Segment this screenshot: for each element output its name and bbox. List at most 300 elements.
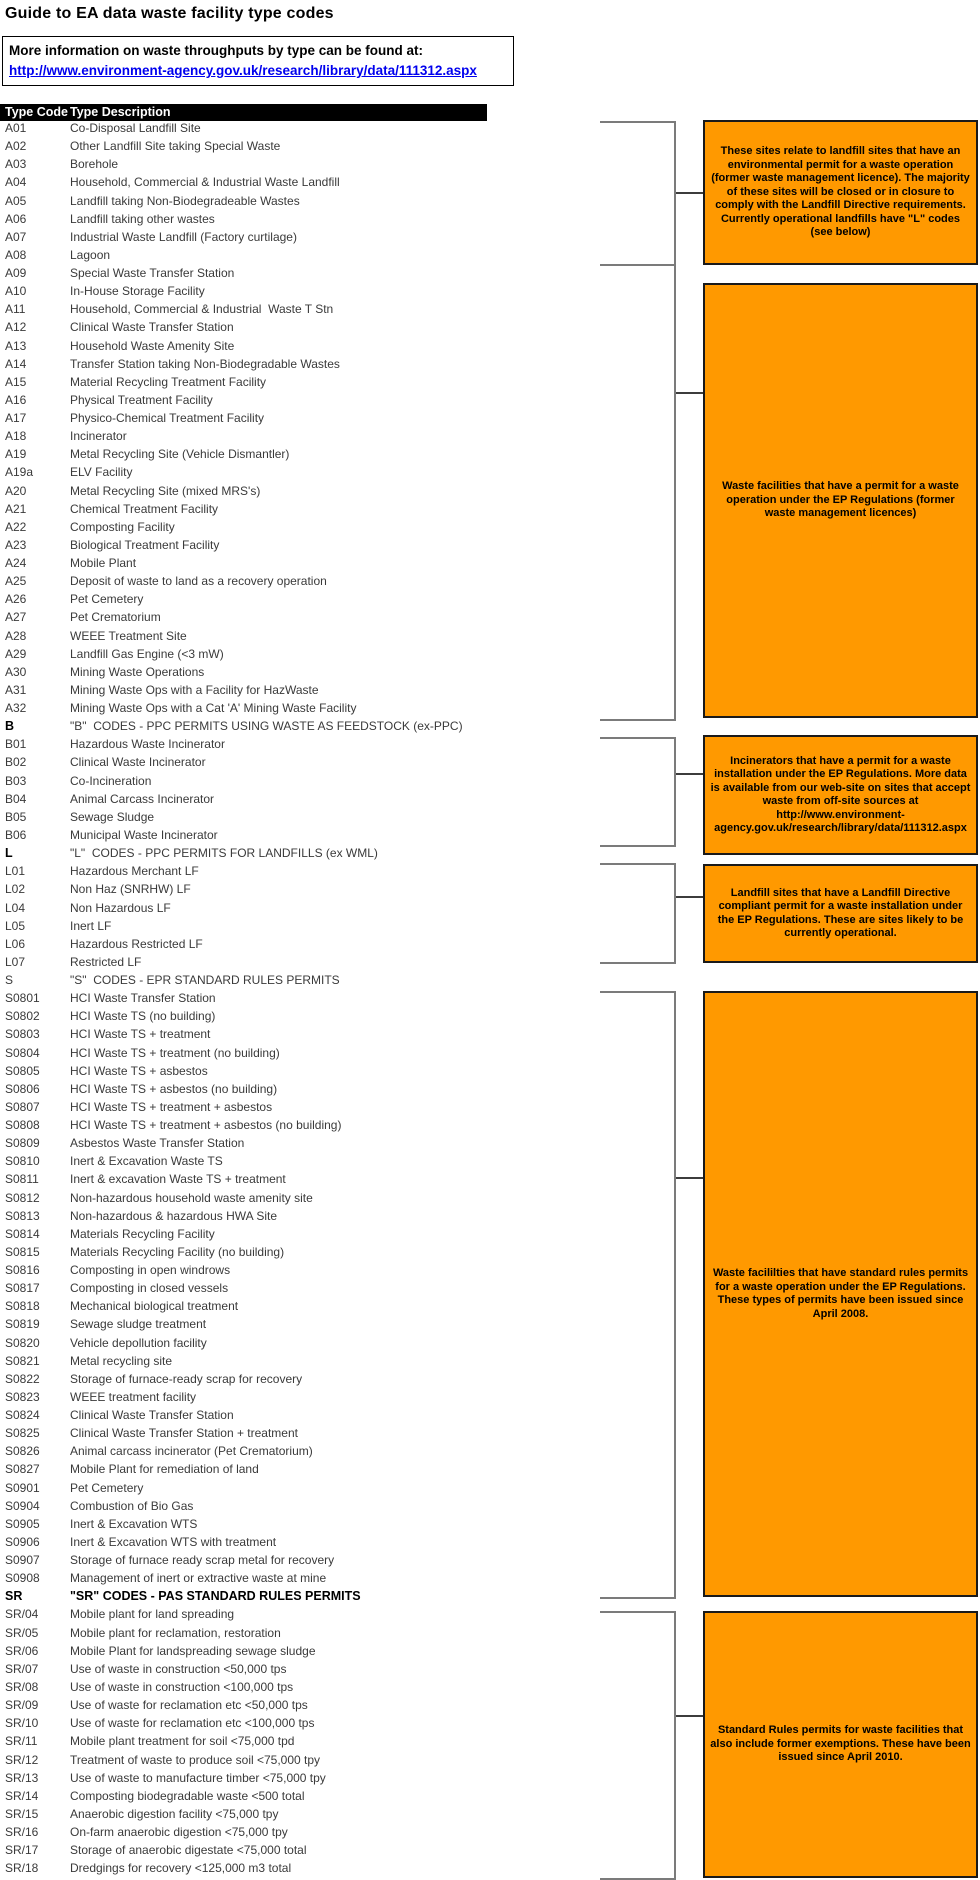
type-code-cell: A18 [5,429,27,444]
bracket-line [674,1611,676,1880]
type-code-cell: A31 [5,682,27,697]
table-row [0,1662,560,1680]
type-description-cell: Hazardous Restricted LF [70,936,203,951]
column-header-type-description: Type Description [70,105,171,119]
type-code-cell: SR/12 [5,1752,39,1767]
type-description-cell: Mining Waste Operations [70,664,205,679]
type-code-cell: S0805 [5,1063,40,1078]
bracket-line [600,1597,676,1599]
type-description-cell: Non Hazardous LF [70,900,171,915]
table-row [0,411,560,429]
table-row [0,157,560,175]
bracket-stub-line [676,1177,703,1179]
bracket-line [600,863,676,865]
table-row [0,1626,560,1644]
type-description-cell: Lagoon [70,247,111,262]
type-description-cell: HCI Waste TS + treatment + asbestos (no building) [70,1118,342,1133]
type-description-cell: Physical Treatment Facility [70,392,213,407]
table-row [0,1825,560,1843]
type-description-cell: Composting biodegradable waste <500 total [70,1788,305,1803]
type-code-cell: S0808 [5,1118,40,1133]
table-row [0,1390,560,1408]
type-code-cell: A21 [5,501,27,516]
table-row [0,1336,560,1354]
table-row [0,230,560,248]
type-description-cell: Storage of furnace-ready scrap for recovery [70,1371,303,1386]
table-row [0,139,560,157]
type-description-cell: Clinical Waste Transfer Station + treatment [70,1426,298,1441]
type-code-cell: SR/09 [5,1698,39,1713]
type-code-cell: S0905 [5,1516,40,1531]
type-description-cell: Clinical Waste Incinerator [70,755,206,770]
table-row [0,520,560,538]
table-row [0,1136,560,1154]
type-description-cell: Co-Incineration [70,773,152,788]
table-row [0,1426,560,1444]
table-row [0,846,560,864]
type-code-cell: S0817 [5,1281,40,1296]
info-hyperlink[interactable]: http://www.environment-agency.gov.uk/research/library/data/111312.aspx [9,63,477,78]
note-landfill-directive [703,864,978,963]
bracket-line [600,264,676,266]
type-code-cell: SR/08 [5,1680,39,1694]
type-description-cell: Combustion of Bio Gas [70,1498,194,1513]
type-description-cell: Metal Recycling Site (Vehicle Dismantler) [70,447,290,462]
type-code-cell: S0907 [5,1553,40,1568]
table-row [0,212,560,230]
type-code-cell: SR/18 [5,1861,39,1876]
type-code-cell: A25 [5,574,27,589]
table-row [0,574,560,592]
type-code-cell: SR/17 [5,1843,39,1858]
table-row [0,248,560,266]
bracket-line [600,737,676,739]
type-code-cell: A06 [5,211,27,226]
type-code-cell: SR/07 [5,1661,39,1676]
type-description-cell: Materials Recycling Facility [70,1226,215,1241]
note-text: Waste facilities that have a permit for a waste operation under the EP Regulations (former waste management licences) [722,480,959,520]
table-row [0,882,560,900]
table-row [0,810,560,828]
table-row [0,937,560,955]
type-code-cell: S0901 [5,1480,40,1495]
type-description-cell: Pet Crematorium [70,610,161,625]
type-description-cell: Transfer Station taking Non-Biodegradable Wastes [70,356,340,371]
type-code-cell: A09 [5,266,27,281]
type-code-cell: SR/13 [5,1770,39,1785]
bracket-line [600,1611,676,1613]
type-code-cell: A14 [5,356,27,371]
type-description-cell: ELV Facility [70,465,133,480]
type-code-cell: S0818 [5,1299,40,1314]
type-code-cell: A13 [5,338,27,353]
type-code-cell: L07 [5,954,26,969]
bracket-line [674,121,676,721]
type-code-cell: S0801 [5,991,40,1006]
type-description-cell: Metal recycling site [70,1353,173,1368]
type-description-cell: Landfill Gas Engine (<3 mW) [70,646,224,661]
type-description-cell: In-House Storage Facility [70,284,205,299]
type-code-cell: S0824 [5,1408,40,1423]
bracket-line [600,719,676,721]
type-code-cell: S0827 [5,1462,40,1477]
type-code-cell: SR/10 [5,1716,39,1731]
table-row [0,973,560,991]
type-code-cell: L [5,846,13,861]
type-description-cell: Inert & Excavation WTS with treatment [70,1534,277,1549]
type-code-cell: S0908 [5,1571,40,1586]
bracket-stub-line [676,773,703,775]
table-row [0,284,560,302]
type-description-cell: Non-hazardous & hazardous HWA Site [70,1208,277,1223]
table-row [0,1408,560,1426]
type-code-cell: S0804 [5,1045,40,1060]
table-row [0,447,560,465]
table-row [0,1263,560,1281]
table-row [0,610,560,628]
type-code-cell: B01 [5,737,27,752]
table-row [0,1535,560,1553]
table-row [0,647,560,665]
table-row [0,701,560,719]
type-code-cell: A03 [5,157,27,172]
table-row [0,556,560,574]
table-row [0,1082,560,1100]
type-code-cell: B05 [5,809,27,824]
type-description-cell: WEEE treatment facility [70,1389,197,1404]
type-code-cell: S0813 [5,1208,40,1223]
type-description-cell: Pet Cemetery [70,1480,144,1495]
type-description-cell: Clinical Waste Transfer Station [70,1408,234,1423]
bracket-stub-line [676,392,703,394]
type-code-cell: S0814 [5,1226,40,1241]
type-code-cell: A29 [5,646,27,661]
type-code-cell: A19 [5,447,27,462]
note-text: These sites relate to landfill sites that have an environmental permit for a waste operation (former waste management licence). The majority of these sites will be closed or in closure to comply with the Landfill Directive requirements. Currently operational landfills have "L" codes (see below) [711,145,970,239]
type-description-cell: Hazardous Waste Incinerator [70,737,225,752]
type-description-cell: Vehicle depollution facility [70,1335,207,1350]
table-row [0,919,560,937]
table-row [0,1680,560,1698]
type-code-cell: A11 [5,302,26,317]
type-description-cell: Inert & Excavation Waste TS [70,1154,223,1169]
type-code-cell: S0809 [5,1136,40,1151]
type-description-cell: Inert & Excavation WTS [70,1516,198,1531]
table-row [0,1100,560,1118]
type-code-cell: S0811 [5,1172,39,1187]
type-description-cell: Industrial Waste Landfill (Factory curtilage) [70,229,297,244]
type-code-cell: S0807 [5,1099,40,1114]
table-row [0,1789,560,1807]
table-row [0,737,560,755]
table-row [0,1607,560,1625]
type-code-cell: A10 [5,284,27,299]
type-description-cell: "SR" CODES - PAS STANDARD RULES PERMITS [70,1589,361,1604]
type-description-cell: HCI Waste TS (no building) [70,1009,216,1024]
type-description-cell: Non-hazardous household waste amenity site [70,1190,313,1205]
type-description-cell: HCI Waste Transfer Station [70,991,216,1006]
table-row [0,1245,560,1263]
type-code-cell: S0802 [5,1009,40,1024]
page-title: Guide to EA data waste facility type codes [5,5,334,22]
type-code-cell: S0806 [5,1081,40,1096]
table-row [0,121,560,139]
type-code-cell: SR [5,1589,23,1604]
table-row [0,1281,560,1299]
type-code-cell: B04 [5,791,27,806]
type-description-cell: Use of waste in construction <50,000 tps [70,1661,287,1676]
column-header-type-code: Type Code [5,105,68,119]
type-description-cell: Storage of furnace ready scrap metal for recovery [70,1553,335,1568]
note-text: Waste facililties that have standard rules permits for a waste operation under the EP Regulations. These types of permits have been issued since April 2008. [712,1267,969,1320]
type-code-cell: S0821 [5,1353,40,1368]
table-row [0,1154,560,1172]
type-description-cell: HCI Waste TS + treatment + asbestos [70,1099,273,1114]
type-code-cell: S0822 [5,1371,40,1386]
type-description-cell: Storage of anaerobic digestate <75,000 total [70,1843,307,1858]
type-description-cell: Use of waste to manufacture timber <75,000 tpy [70,1770,326,1785]
table-row [0,629,560,647]
info-box [2,36,514,86]
type-description-cell: Chemical Treatment Facility [70,501,219,516]
type-description-cell: Clinical Waste Transfer Station [70,320,234,335]
table-row [0,755,560,773]
table-row [0,1716,560,1734]
type-code-cell: S0904 [5,1498,40,1513]
type-code-cell: S0816 [5,1263,40,1278]
table-row [0,1027,560,1045]
table-row [0,901,560,919]
table-row [0,484,560,502]
type-description-cell: HCI Waste TS + asbestos (no building) [70,1081,278,1096]
type-description-cell: Animal carcass incinerator (Pet Crematorium) [70,1444,313,1459]
type-code-cell: B [5,719,15,734]
type-description-cell: Use of waste for reclamation etc <100,000 tps [70,1716,315,1731]
type-description-cell: Dredgings for recovery <125,000 m3 total [70,1861,292,1876]
type-code-cell: S0803 [5,1027,40,1042]
table-row [0,665,560,683]
table-row [0,502,560,520]
type-code-cell: A01 [5,121,27,135]
type-code-cell: A17 [5,411,27,426]
type-code-cell: A20 [5,483,27,498]
type-description-cell: Mobile plant for reclamation, restoration [70,1625,281,1640]
type-code-cell: S0815 [5,1244,40,1259]
type-description-cell: Landfill taking Non-Biodegradeable Wastes [70,193,300,208]
type-description-cell: Household, Commercial & Industrial Waste Landfill [70,175,340,190]
table-row [0,1372,560,1390]
table-row [0,1571,560,1589]
type-code-cell: B03 [5,773,27,788]
type-code-cell: S [5,973,14,988]
type-description-cell: Household, Commercial & Industrial Waste T Stn [70,302,334,317]
type-code-cell: S0820 [5,1335,40,1350]
table-row [0,175,560,193]
table-row [0,1064,560,1082]
table-row [0,1209,560,1227]
bracket-stub-line [676,192,703,194]
type-description-cell: Inert & excavation Waste TS + treatment [70,1172,286,1187]
type-description-cell: Sewage sludge treatment [70,1317,207,1332]
bracket-line [674,863,676,964]
note-sr-permits [703,1611,978,1878]
type-description-cell: Physico-Chemical Treatment Facility [70,411,265,426]
table-row [0,1481,560,1499]
type-code-cell: S0810 [5,1154,40,1169]
table-row [0,1444,560,1462]
table-row [0,683,560,701]
type-description-cell: HCI Waste TS + treatment (no building) [70,1045,280,1060]
table-row [0,1354,560,1372]
type-description-cell: Anaerobic digestion facility <75,000 tpy [70,1806,279,1821]
type-description-cell: Use of waste in construction <100,000 tps [70,1680,294,1694]
table-row [0,1299,560,1317]
type-code-cell: A12 [5,320,27,335]
table-row [0,1734,560,1752]
type-description-cell: Material Recycling Treatment Facility [70,374,267,389]
table-row [0,538,560,556]
table-row [0,1861,560,1879]
type-code-cell: A28 [5,628,27,643]
type-code-cell: A07 [5,229,27,244]
table-row [0,1009,560,1027]
table-row [0,1172,560,1190]
type-description-cell: Deposit of waste to land as a recovery operation [70,574,327,589]
type-description-cell: Mechanical biological treatment [70,1299,239,1314]
bracket-line [600,962,676,964]
type-description-cell: Incinerator [70,429,127,444]
type-description-cell: Restricted LF [70,954,142,969]
type-code-cell: A05 [5,193,27,208]
table-row [0,1589,560,1607]
table-row [0,1191,560,1209]
table-row [0,1807,560,1825]
table-row [0,1499,560,1517]
type-description-cell: WEEE Treatment Site [70,628,187,643]
type-description-cell: Materials Recycling Facility (no building) [70,1244,285,1259]
type-code-cell: A16 [5,392,27,407]
type-code-cell: S0823 [5,1389,40,1404]
type-description-cell: Borehole [70,157,119,172]
type-code-cell: A26 [5,592,27,607]
bracket-line [674,737,676,847]
type-description-cell: "S" CODES - EPR STANDARD RULES PERMITS [70,973,340,988]
type-code-cell: SR/05 [5,1625,39,1640]
table-row [0,1046,560,1064]
type-description-cell: Composting in closed vessels [70,1281,229,1296]
type-code-cell: A23 [5,537,27,552]
info-text: More information on waste throughputs by type can be found at: [9,43,424,58]
type-description-cell: Co-Disposal Landfill Site [70,121,201,135]
type-description-cell: Asbestos Waste Transfer Station [70,1136,245,1151]
table-row [0,1462,560,1480]
type-description-cell: Hazardous Merchant LF [70,864,199,879]
table-row [0,1317,560,1335]
type-description-cell: Mining Waste Ops with a Facility for HazWaste [70,682,319,697]
type-description-cell: On-farm anaerobic digestion <75,000 tpy [70,1825,288,1840]
type-code-cell: A08 [5,247,27,262]
table-row [0,1517,560,1535]
type-description-cell: Animal Carcass Incinerator [70,791,215,806]
table-row [0,828,560,846]
type-code-cell: SR/06 [5,1643,39,1658]
table-row [0,465,560,483]
note-standard-rules [703,991,978,1597]
type-description-cell: Mobile Plant for remediation of land [70,1462,259,1477]
type-code-cell: A24 [5,556,27,571]
type-description-cell: Household Waste Amenity Site [70,338,235,353]
type-description-cell: Metal Recycling Site (mixed MRS's) [70,483,261,498]
type-code-cell: B06 [5,827,27,842]
table-row [0,357,560,375]
table-row [0,266,560,284]
table-row [0,864,560,882]
table-header-bar [0,104,487,121]
type-description-cell: Pet Cemetery [70,592,144,607]
note-text: Standard Rules permits for waste facilities that also include former exemptions. These have been issued since April 2010. [710,1724,971,1764]
table-row [0,1644,560,1662]
type-code-cell: A30 [5,664,27,679]
type-description-cell: Composting in open windrows [70,1263,231,1278]
table-row [0,792,560,810]
type-code-cell: SR/04 [5,1607,39,1622]
type-code-cell: L05 [5,918,26,933]
type-code-cell: A02 [5,139,27,154]
type-description-cell: Other Landfill Site taking Special Waste [70,139,281,154]
type-description-cell: Use of waste for reclamation etc <50,000 tps [70,1698,308,1713]
type-description-cell: Composting Facility [70,519,175,534]
type-code-cell: L06 [5,936,26,951]
table-row [0,1118,560,1136]
table-row [0,339,560,357]
type-code-cell: A04 [5,175,27,190]
bracket-stub-line [676,1715,703,1717]
type-description-cell: Mining Waste Ops with a Cat 'A' Mining Waste Facility [70,701,357,716]
type-code-cell: S0906 [5,1534,40,1549]
table-row [0,194,560,212]
type-code-cell: S0819 [5,1317,40,1332]
note-text: Incinerators that have a permit for a waste installation under the EP Regulations. More data is available from our web-site on sites that accept waste from off-site sources at http://www.environment-agency.gov.uk/research/library/data/111312.aspx [710,754,971,834]
type-description-cell: Municipal Waste Incinerator [70,827,218,842]
type-code-cell: SR/14 [5,1788,39,1803]
type-code-cell: SR/15 [5,1806,39,1821]
table-row [0,393,560,411]
type-code-cell: SR/11 [5,1734,38,1749]
table-row [0,375,560,393]
table-row [0,1771,560,1789]
table-row [0,302,560,320]
type-code-cell: L02 [5,882,26,897]
table-row [0,1698,560,1716]
type-description-cell: Management of inert or extractive waste at mine [70,1571,327,1586]
type-code-cell: L01 [5,864,26,879]
type-code-cell: A19a [5,465,34,480]
table-row [0,955,560,973]
type-code-cell: B02 [5,755,27,770]
table-row [0,991,560,1009]
type-code-cell: A27 [5,610,27,625]
type-code-cell: A32 [5,701,27,716]
type-code-cell: S0826 [5,1444,40,1459]
type-description-cell: Mobile Plant [70,556,137,571]
type-description-cell: HCI Waste TS + asbestos [70,1063,208,1078]
type-description-cell: Treatment of waste to produce soil <75,000 tpy [70,1752,321,1767]
table-row [0,1553,560,1571]
table-row [0,429,560,447]
type-code-cell: S0812 [5,1190,40,1205]
table-row [0,719,560,737]
bracket-line [600,121,676,123]
